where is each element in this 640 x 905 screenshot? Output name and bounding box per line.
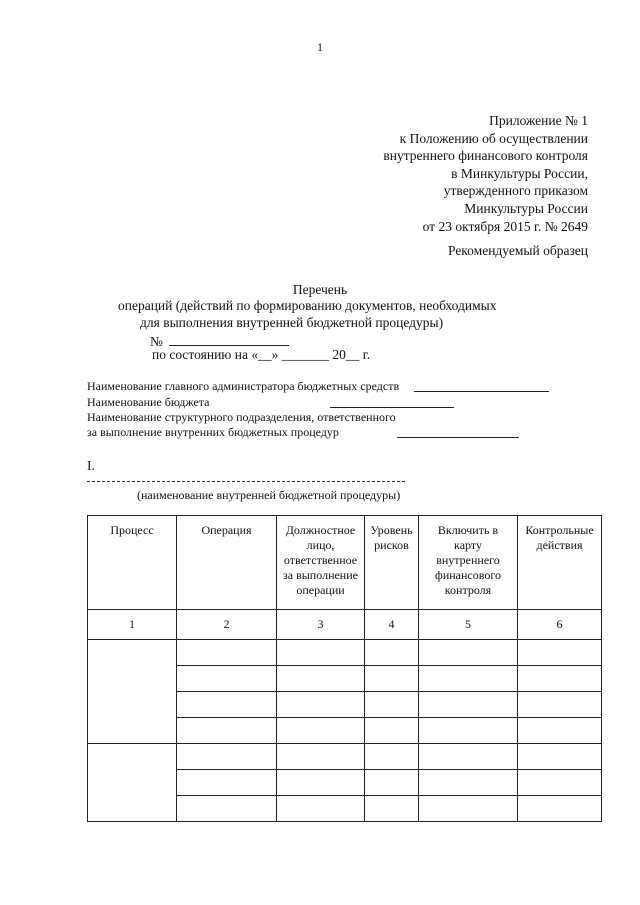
header-risk-level: Уровень рисков [365,516,419,610]
table-cell [277,640,365,666]
table-cell [365,692,419,718]
header-responsible-person: Должностное лицо, ответственное за выполнение операции [277,516,365,610]
table-cell [365,744,419,770]
column-number: 1 [88,610,177,640]
table-cell [419,796,518,822]
table-cell [277,692,365,718]
header-process: Процесс [88,516,177,610]
section-number: I. [87,458,95,473]
column-number: 2 [177,610,277,640]
document-subtitle-line: для выполнения внутренней бюджетной процедуры) [140,315,444,330]
number-blank-line [169,332,289,346]
table-cell [177,640,277,666]
table-cell [518,770,602,796]
appendix-line: к Положению об осуществлении [399,130,588,146]
table-cell [177,718,277,744]
sample-label: Рекомендуемый образец [447,243,588,258]
table-cell [277,718,365,744]
table-cell [419,770,518,796]
column-number-row [88,610,602,640]
table-cell [277,744,365,770]
table-row [88,744,602,770]
table-cell [277,666,365,692]
procedure-caption: (наименование внутренней бюджетной процедуры) [137,488,401,502]
column-number: 4 [365,610,419,640]
appendix-line: утвержденного приказом [443,183,588,199]
table-cell [277,796,365,822]
procedure-dashed-line [87,481,405,482]
table-cell [419,666,518,692]
table-cell [518,666,602,692]
operations-table [87,515,602,822]
table-cell [365,640,419,666]
column-number: 3 [277,610,365,640]
division-label: Наименование структурного подразделения, ответственного [87,410,396,424]
table-cell [365,770,419,796]
table-cell [419,640,518,666]
table-cell [419,692,518,718]
table-cell [518,796,602,822]
table-cell [419,744,518,770]
appendix-line: внутреннего финансового контроля [383,148,588,164]
admin-label: Наименование главного администратора бюджетных средств [87,379,400,393]
document-title: Перечень [292,282,348,297]
column-number: 6 [518,610,602,640]
table-cell [518,744,602,770]
table-cell [177,692,277,718]
table-cell [419,718,518,744]
division-blank-line [397,437,519,438]
document-subtitle-line: операций (действий по формированию документов, необходимых [118,298,497,313]
table-cell [277,770,365,796]
table-cell [518,640,602,666]
budget-label: Наименование бюджета [87,395,210,409]
table-cell [177,796,277,822]
appendix-block [383,112,588,235]
process-cell [88,744,177,822]
appendix-line: Минкультуры России [464,200,588,216]
page-number: 1 [317,40,323,54]
header-operation: Операция [177,516,277,610]
division-label: за выполнение внутренних бюджетных процедур [87,425,339,439]
table-cell [177,666,277,692]
process-cell [88,640,177,744]
admin-blank-line [414,391,549,392]
table-cell [177,744,277,770]
number-sign: № [150,334,163,349]
table-cell [177,770,277,796]
table-cell [365,666,419,692]
column-number: 5 [419,610,518,640]
table-cell [518,718,602,744]
table-row [88,640,602,666]
appendix-line: от 23 октября 2015 г. № 2649 [422,218,588,234]
table-cell [518,692,602,718]
budget-blank-line [330,407,454,408]
date-line: по состоянию на «__» _______ 20__ г. [152,347,371,362]
appendix-line: в Минкультуры России, [451,165,588,181]
table-cell [365,796,419,822]
header-control-actions: Контрольные действия [518,516,602,610]
table-header-row [88,516,602,610]
appendix-line: Приложение № 1 [489,113,588,128]
table-cell [365,718,419,744]
header-include-in-map: Включить в карту внутреннего финансового контроля [419,516,518,610]
